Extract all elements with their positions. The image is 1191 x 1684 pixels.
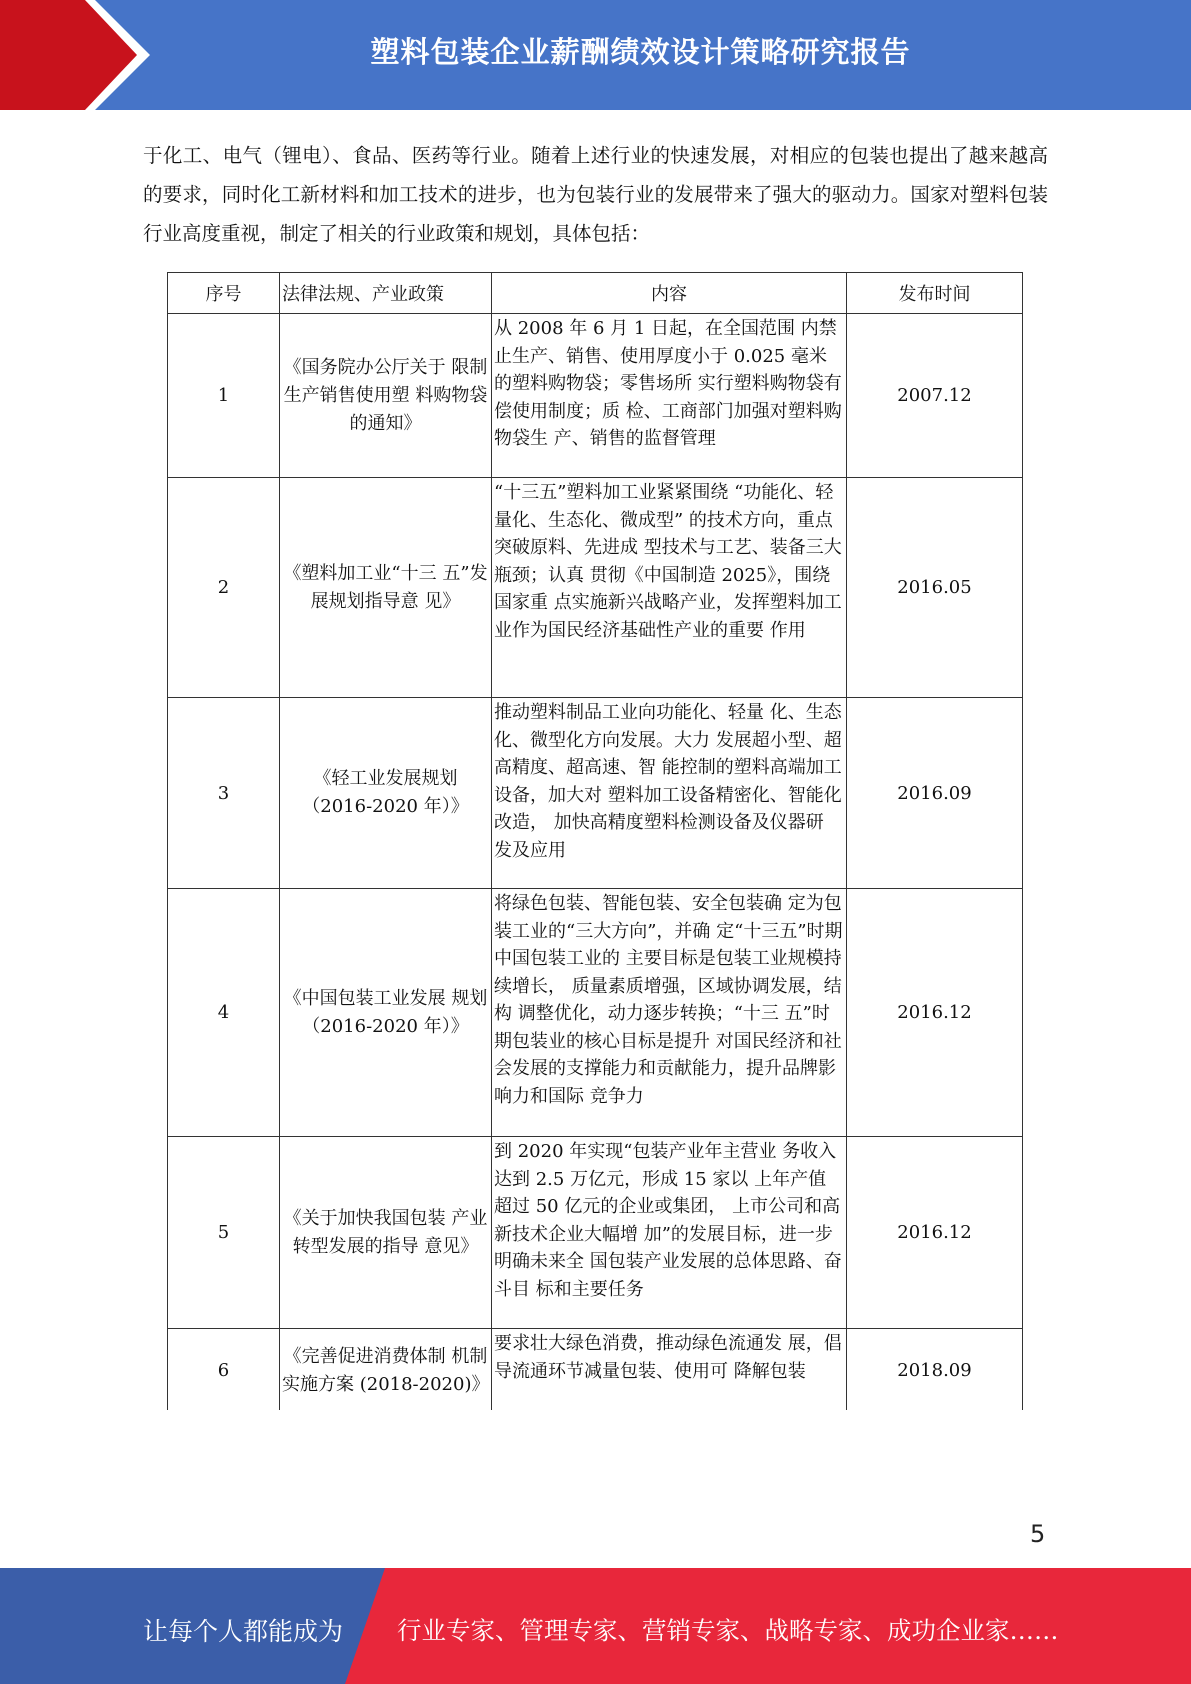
column-header-number: 序号 bbox=[168, 273, 280, 314]
row-date: 2016.09 bbox=[847, 698, 1023, 889]
row-law: 《关于加快我国包装 产业转型发展的指导 意见》 bbox=[280, 1137, 492, 1329]
row-number: 5 bbox=[168, 1137, 280, 1329]
row-law: 《国务院办公厅关于 限制生产销售使用塑 料购物袋的通知》 bbox=[280, 314, 492, 478]
column-header-date: 发布时间 bbox=[847, 273, 1023, 314]
header-red-arrow-decoration bbox=[0, 0, 150, 110]
table-cutoff bbox=[160, 1410, 1040, 1422]
row-number: 3 bbox=[168, 698, 280, 889]
row-date: 2016.05 bbox=[847, 478, 1023, 698]
row-content: 到 2020 年实现“包装产业年主营业 务收入达到 2.5 万亿元，形成 15 家以 上年产值超过 50 亿元的企业或集团， 上市公司和高新技术企业大幅增 加”的发展目标，进一步明确未来全 国包装产业发展的总体思路、奋斗目 标和主要任务 bbox=[492, 1137, 847, 1329]
page-header bbox=[0, 0, 1191, 110]
row-number: 6 bbox=[168, 1329, 280, 1413]
row-content: 推动塑料制品工业向功能化、轻量 化、生态化、微型化方向发展。大力 发展超小型、超高精度、超高速、智 能控制的塑料高端加工设备，加大对 塑料加工设备精密化、智能化改造， 加快高精度塑料检测设备及仪器研 发及应用 bbox=[492, 698, 847, 889]
row-content: 将绿色包装、智能包装、安全包装确 定为包装工业的“三大方向”，并确 定“十三五”时期中国包装工业的 主要目标是包装工业规模持续增长， 质量素质增强，区域协调发展，结构 调整优化，动力逐步转换；“十三 五”时期包装业的核心目标是提升 对国民经济和社会发展的支撑能力和贡献能力，提升品牌影响力和国际 竞争力 bbox=[492, 889, 847, 1137]
row-date: 2016.12 bbox=[847, 1137, 1023, 1329]
row-number: 1 bbox=[168, 314, 280, 478]
table-row bbox=[168, 314, 1023, 478]
row-content: 要求壮大绿色消费，推动绿色流通发 展，倡导流通环节减量包装、使用可 降解包装 bbox=[492, 1329, 847, 1413]
report-title: 塑料包装企业薪酬绩效设计策略研究报告 bbox=[370, 35, 911, 69]
row-law: 《中国包装工业发展 规划（2016-2020 年）》 bbox=[280, 889, 492, 1137]
intro-paragraph: 于化工、电气（锂电）、食品、医药等行业。随着上述行业的快速发展，对相应的包装也提出了越来越高的要求，同时化工新材料和加工技术的进步，也为包装行业的发展带来了强大的驱动力。国家对塑料包装行业高度重视，制定了相关的行业政策和规划，具体包括： bbox=[143, 144, 1048, 245]
table-row bbox=[168, 889, 1023, 1137]
table-header-row bbox=[168, 273, 1023, 314]
table-row bbox=[168, 1137, 1023, 1329]
row-number: 2 bbox=[168, 478, 280, 698]
column-header-law: 法律法规、产业政策 bbox=[280, 273, 492, 314]
row-number: 4 bbox=[168, 889, 280, 1137]
row-content: 从 2008 年 6 月 1 日起，在全国范围 内禁止生产、销售、使用厚度小于 0.025 毫米的塑料购物袋；零售场所 实行塑料购物袋有偿使用制度；质 检、工商部门加强对塑料购物袋生 产、销售的监督管理 bbox=[492, 314, 847, 478]
row-law: 《轻工业发展规划 （2016-2020 年）》 bbox=[280, 698, 492, 889]
row-date: 2007.12 bbox=[847, 314, 1023, 478]
table-row bbox=[168, 478, 1023, 698]
policy-table bbox=[167, 272, 1023, 1413]
row-content: “十三五”塑料加工业紧紧围绕 “功能化、轻量化、生态化、微成型” 的技术方向，重点突破原料、先进成 型技术与工艺、装备三大瓶颈；认真 贯彻《中国制造 2025》，围绕国家重 点实施新兴战略产业，发挥塑料加工 业作为国民经济基础性产业的重要 作用 bbox=[492, 478, 847, 698]
row-date: 2016.12 bbox=[847, 889, 1023, 1137]
footer-slogan-right: 行业专家、管理专家、营销专家、战略专家、成功企业家…… bbox=[397, 1616, 1059, 1645]
page-number: 5 bbox=[1030, 1520, 1046, 1548]
row-law: 《塑料加工业“十三 五”发展规划指导意 见》 bbox=[280, 478, 492, 698]
table-row bbox=[168, 698, 1023, 889]
row-law: 《完善促进消费体制 机制实施方案 (2018-2020)》 bbox=[280, 1329, 492, 1413]
table-row bbox=[168, 1329, 1023, 1413]
row-date: 2018.09 bbox=[847, 1329, 1023, 1413]
footer-slogan-left: 让每个人都能成为 bbox=[143, 1617, 344, 1646]
column-header-content: 内容 bbox=[492, 273, 847, 314]
